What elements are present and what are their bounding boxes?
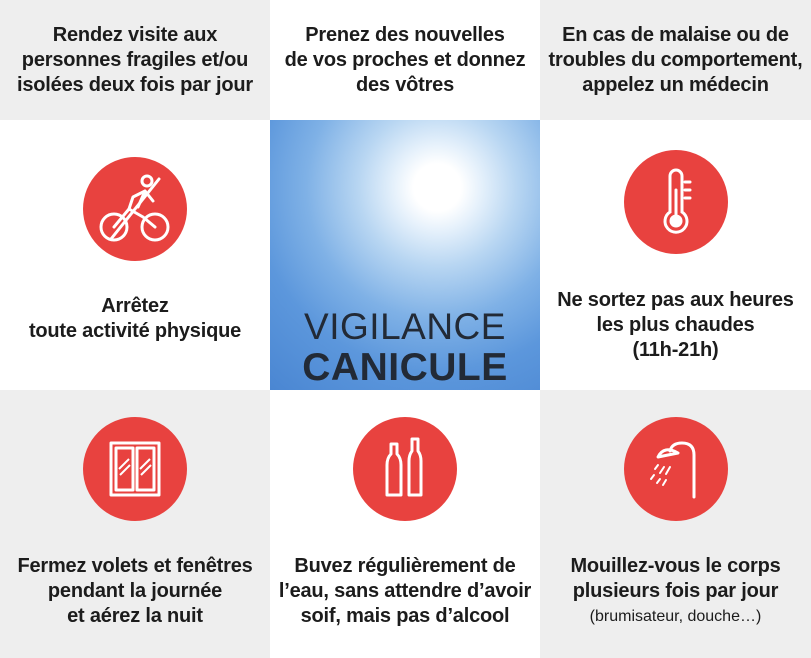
window-icon bbox=[83, 417, 187, 521]
tip-avoid-hot-hours bbox=[540, 120, 811, 390]
tip-visit-fragile bbox=[0, 0, 270, 120]
tip-close-shutters-text: Fermez volets et fenêtres pendant la journée et aérez la nuit bbox=[17, 555, 253, 627]
vigilance-canicule-image bbox=[270, 120, 540, 390]
tip-wet-body-note: (brumisateur, douche…) bbox=[589, 608, 762, 625]
shower-icon bbox=[624, 417, 728, 521]
tip-call-doctor-text: En cas de malaise ou de troubles du comportement, appelez un médecin bbox=[548, 23, 803, 96]
tip-drink-water-text: Buvez régulièrement de l’eau, sans attendre d’avoir soif, mais pas d’alcool bbox=[278, 555, 532, 627]
tip-stop-activity-text: Arrêtez toute activité physique bbox=[28, 295, 242, 342]
tip-wet-body-text: Mouillez-vous le corps plusieurs fois par jour bbox=[570, 555, 781, 602]
canicule-title: CANICULE bbox=[302, 346, 508, 389]
tip-wet-body bbox=[540, 390, 811, 658]
tip-avoid-hot-hours-text: Ne sortez pas aux heures les plus chaudes (11h-21h) bbox=[557, 289, 794, 361]
tip-news-relatives-text: Prenez des nouvelles de vos proches et donnez des vôtres bbox=[284, 23, 526, 96]
tip-news-relatives bbox=[270, 0, 540, 120]
tip-call-doctor bbox=[540, 0, 811, 120]
tip-close-shutters bbox=[0, 390, 270, 658]
vigilance-title: VIGILANCE bbox=[304, 306, 506, 347]
no-cycling-icon bbox=[83, 157, 187, 261]
thermometer-icon bbox=[624, 150, 728, 254]
tip-stop-activity bbox=[0, 120, 270, 390]
bottles-icon bbox=[353, 417, 457, 521]
tip-visit-fragile-text: Rendez visite aux personnes fragiles et/ou isolées deux fois par jour bbox=[17, 23, 253, 96]
tip-drink-water bbox=[270, 390, 540, 658]
